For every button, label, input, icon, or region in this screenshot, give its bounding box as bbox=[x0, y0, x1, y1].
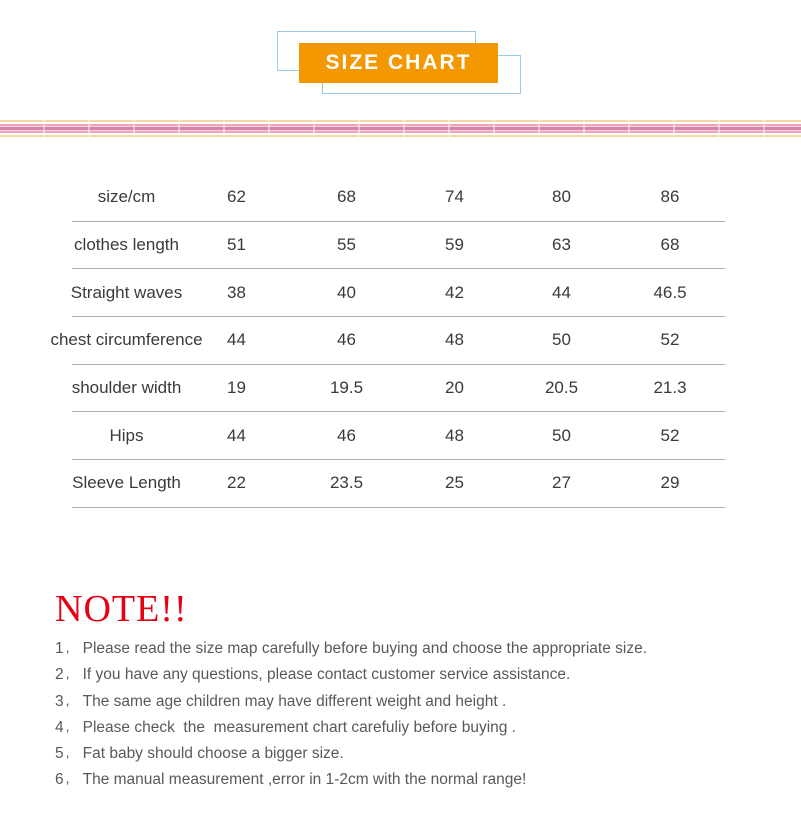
row-label-cell: Sleeve Length bbox=[72, 473, 181, 493]
note-item bbox=[55, 689, 755, 715]
table-cell: 19 bbox=[227, 378, 246, 398]
note-item bbox=[55, 636, 755, 662]
table-cell: 74 bbox=[445, 187, 464, 207]
table-cell: 68 bbox=[660, 235, 680, 255]
table-row bbox=[72, 412, 725, 460]
table-cell: 29 bbox=[660, 473, 680, 493]
table-cell: 27 bbox=[552, 473, 571, 493]
note-number: 6 bbox=[55, 771, 64, 789]
table-cell: 50 bbox=[552, 330, 571, 350]
table-cell: 62 bbox=[227, 187, 246, 207]
stripe-yellow-bottom bbox=[0, 135, 801, 137]
table-cell: 40 bbox=[337, 282, 356, 302]
row-label-cell: shoulder width bbox=[71, 378, 182, 398]
note-item bbox=[55, 715, 755, 741]
note-number: 1 bbox=[55, 640, 64, 657]
note-item bbox=[55, 767, 755, 793]
table-row bbox=[72, 269, 725, 317]
table-cell: 52 bbox=[660, 330, 680, 350]
notes-list bbox=[55, 636, 755, 794]
table-cell: 38 bbox=[227, 282, 246, 302]
row-label-cell: Hips bbox=[109, 425, 144, 445]
note-text: Please read the size map carefully before buying and choose the appropriate size. bbox=[82, 640, 647, 657]
table-cell: 68 bbox=[337, 187, 356, 207]
note-number: 4 bbox=[55, 718, 64, 736]
note-number: 3 bbox=[55, 692, 64, 710]
table-cell: 44 bbox=[552, 282, 571, 302]
table-cell: 52 bbox=[660, 425, 680, 445]
table-cell: 21.3 bbox=[653, 378, 687, 398]
decorative-stripe-divider bbox=[0, 120, 801, 137]
table-cell: 44 bbox=[227, 330, 246, 350]
table-cell: 20 bbox=[445, 378, 464, 398]
table-cell: 46 bbox=[337, 330, 356, 350]
table-header-row bbox=[72, 174, 725, 222]
table-cell: 19.5 bbox=[329, 378, 364, 398]
table-row bbox=[72, 460, 725, 508]
note-text: The manual measurement ,error in 1-2cm with the normal range! bbox=[82, 771, 527, 789]
page-title: SIZE CHART bbox=[325, 51, 472, 74]
table-cell: 22 bbox=[227, 473, 246, 493]
note-number: 2 bbox=[55, 666, 64, 684]
table-cell: 20.5 bbox=[544, 378, 579, 398]
note-item bbox=[55, 662, 755, 688]
table-cell: 23.5 bbox=[329, 473, 364, 493]
table-row bbox=[50, 317, 725, 365]
row-label-cell: Straight waves bbox=[70, 282, 183, 302]
table-cell: 63 bbox=[552, 235, 571, 255]
note-text: If you have any questions, please contact customer service assistance. bbox=[82, 666, 571, 684]
table-cell: 42 bbox=[445, 282, 464, 302]
table-cell: 51 bbox=[227, 235, 246, 255]
table-cell: 86 bbox=[660, 187, 680, 207]
table-cell: 44 bbox=[227, 425, 246, 445]
table-cell: 55 bbox=[337, 235, 356, 255]
table-cell: 46 bbox=[337, 425, 356, 445]
table-cell: 59 bbox=[445, 235, 464, 255]
row-label-cell: clothes length bbox=[74, 235, 179, 255]
table-cell: 48 bbox=[445, 330, 464, 350]
note-text: Please check the measurement chart carefuliy before buying . bbox=[82, 718, 516, 736]
table-cell: 46.5 bbox=[653, 282, 687, 302]
table-row bbox=[72, 365, 725, 413]
note-heading: NOTE!! bbox=[55, 588, 188, 630]
table-row bbox=[72, 222, 725, 270]
row-label-cell: size/cm bbox=[97, 187, 156, 207]
banner-orange-box bbox=[299, 43, 498, 83]
size-table bbox=[50, 174, 725, 508]
table-cell: 80 bbox=[552, 187, 571, 207]
note-text: Fat baby should choose a bigger size. bbox=[82, 745, 344, 763]
row-label-cell: chest circumference bbox=[50, 330, 203, 350]
note-text: The same age children may have different weight and height . bbox=[82, 692, 507, 710]
table-cell: 25 bbox=[445, 473, 464, 493]
note-number: 5 bbox=[55, 745, 64, 763]
table-cell: 50 bbox=[552, 425, 571, 445]
table-cell: 48 bbox=[445, 425, 464, 445]
note-item bbox=[55, 741, 755, 767]
